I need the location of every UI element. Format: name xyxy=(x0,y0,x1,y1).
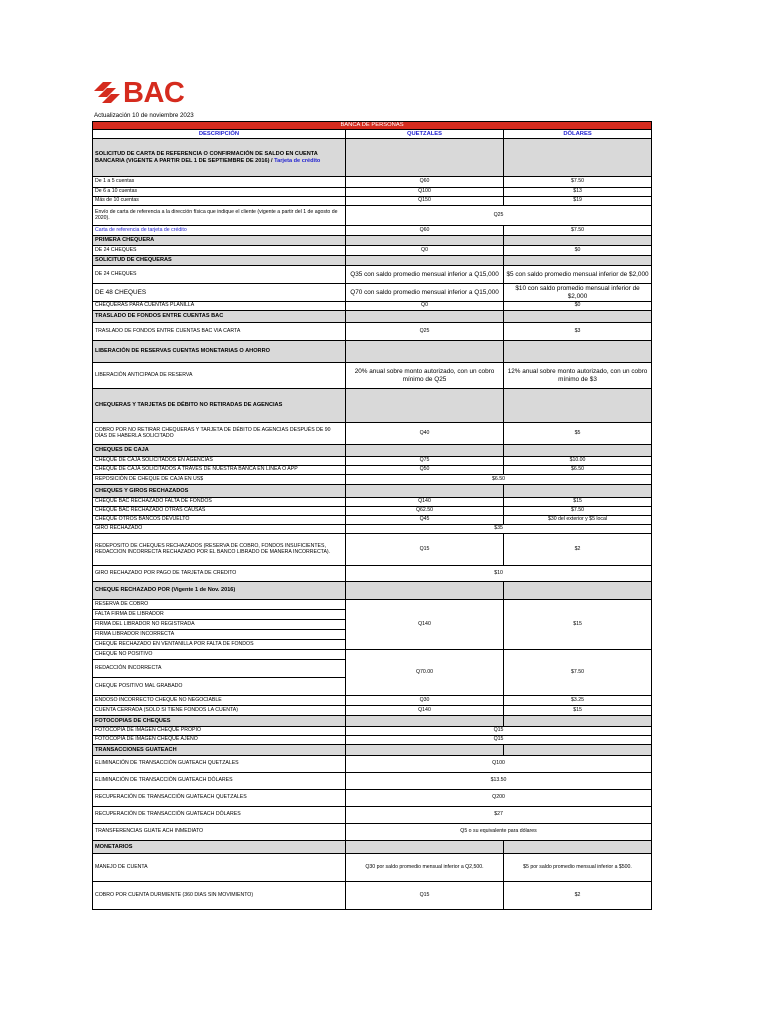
section-row xyxy=(93,716,652,727)
row-dolares: $7.50 xyxy=(504,650,652,696)
section-blank xyxy=(346,389,504,423)
row-quetzales: Q75 xyxy=(346,457,504,466)
section-blank xyxy=(504,389,652,423)
row-quetzales: Q35 con saldo promedio mensual inferior a Q15,000 xyxy=(346,266,504,284)
section-blank xyxy=(346,341,504,363)
section-row xyxy=(93,745,652,756)
row-dolares: $2 xyxy=(504,882,652,910)
row-dolares: $7.50 xyxy=(504,177,652,188)
table-row xyxy=(93,756,652,773)
section-blank xyxy=(504,256,652,266)
row-quetzales: Q140 xyxy=(346,498,504,507)
row-dolares: $5 con saldo promedio mensual inferior de $2,000 xyxy=(504,266,652,284)
row-dolares: $0 xyxy=(504,246,652,256)
section-row xyxy=(93,311,652,323)
table-row xyxy=(93,363,652,389)
row-value: Q100 xyxy=(346,756,652,773)
row-description: COBRO POR NO RETIRAR CHEQUERAS Y TARJETA DE DÉBITO DE AGENCIAS DESPUÉS DE 90 DÍAS DE HABERLA SOLICITADO xyxy=(93,423,346,445)
section-blank xyxy=(504,841,652,854)
table-row xyxy=(93,525,652,534)
section-blank xyxy=(346,256,504,266)
row-description: RECUPERACIÓN DE TRANSACCIÓN GUATEACH QUETZALES xyxy=(93,790,346,807)
row-quetzales: Q70 con saldo promedio mensual inferior a Q15,000 xyxy=(346,284,504,302)
table-row xyxy=(93,246,652,256)
section-blank xyxy=(504,311,652,323)
row-description: CHEQUE OTROS BANCOS DEVUELTO xyxy=(93,516,346,525)
row-quetzales: Q40 xyxy=(346,423,504,445)
section-blank xyxy=(504,716,652,727)
row-value: $6.50 xyxy=(346,475,652,485)
row-dolares: $15 xyxy=(504,706,652,716)
section-blank xyxy=(346,236,504,246)
row-description: FIRMA LIBRADOR INCORRECTA xyxy=(93,630,346,640)
section-title-text: SOLICITUD DE CARTA DE REFERENCIA O CONFIRMACIÓN DE SALDO EN CUENTA BANCARIA (VIGENTE A PARTIR DEL 1 DE SEPTIEMBRE DE 2016) / xyxy=(95,151,318,164)
row-dolares: $7.50 xyxy=(504,507,652,516)
row-quetzales: Q140 xyxy=(346,706,504,716)
section-row xyxy=(93,236,652,246)
row-description: RECUPERACIÓN DE TRANSACCIÓN GUATEACH DÓLARES xyxy=(93,807,346,824)
row-quetzales: Q60 xyxy=(346,226,504,236)
table-row xyxy=(93,498,652,507)
table-row xyxy=(93,466,652,475)
row-quetzales: Q60 xyxy=(346,177,504,188)
row-value: Q15 xyxy=(346,727,652,736)
row-description: ENDOSO INCORRECTO CHEQUE NO NEGOCIABLE xyxy=(93,696,346,706)
row-description: CHEQUE BAC RECHAZADO OTRAS CAUSAS xyxy=(93,507,346,516)
row-dolares: $10 con saldo promedio mensual inferior de $2,000 xyxy=(504,284,652,302)
section-row xyxy=(93,341,652,363)
section-title: PRIMERA CHEQUERA xyxy=(93,236,346,246)
row-quetzales: Q70.00 xyxy=(346,650,504,696)
row-dolares: $13 xyxy=(504,188,652,197)
row-value: Q25 xyxy=(346,206,652,226)
row-dolares: $6.50 xyxy=(504,466,652,475)
table-row xyxy=(93,197,652,206)
table-row xyxy=(93,302,652,311)
row-quetzales: Q50 xyxy=(346,466,504,475)
row-quetzales: Q140 xyxy=(346,600,504,650)
table-row xyxy=(93,475,652,485)
section-title-referencia xyxy=(93,139,346,177)
section-blank xyxy=(504,582,652,600)
table-row xyxy=(93,824,652,841)
table-row xyxy=(93,773,652,790)
row-dolares: $5 xyxy=(504,423,652,445)
table-row xyxy=(93,882,652,910)
row-dolares: $15 xyxy=(504,600,652,650)
row-description: CHEQUE RECHAZADO EN VENTANILLA POR FALTA DE FONDOS xyxy=(93,640,346,650)
section-title: LIBERACIÓN DE RESERVAS CUENTAS MONETARIAS O AHORRO xyxy=(93,341,346,363)
section-row xyxy=(93,841,652,854)
header-group: BANCA DE PERSONAS xyxy=(93,122,652,130)
col-description: DESCRIPCIÓN xyxy=(93,130,346,139)
section-blank xyxy=(504,236,652,246)
row-description: DE 24 CHEQUES xyxy=(93,246,346,256)
section-title: SOLICITUD DE CHEQUERAS xyxy=(93,256,346,266)
section-blank xyxy=(504,341,652,363)
row-description: Más de 10 cuentas xyxy=(93,197,346,206)
table-row xyxy=(93,706,652,716)
row-description: LIBERACIÓN ANTICIPADA DE RESERVA xyxy=(93,363,346,389)
section-blank xyxy=(504,485,652,498)
row-quetzales: Q15 xyxy=(346,882,504,910)
table-row xyxy=(93,566,652,582)
row-dolares: $19 xyxy=(504,197,652,206)
row-description: REDEPOSITO DE CHEQUES RECHAZADOS (RESERVA DE COBRO, FONDOS INSUFICIENTES, REDACCION INCORRECTA RECHAZADO POR EL BANCO LIBRADO DE MANERA INCORRECTA). xyxy=(93,534,346,566)
update-date: Actualización 10 de noviembre 2023 xyxy=(94,112,194,119)
row-description: REDACCIÓN INCORRECTA xyxy=(93,660,346,678)
section-blank xyxy=(504,445,652,457)
row-dolares: $30 del exterior y $5 local xyxy=(504,516,652,525)
section-row xyxy=(93,389,652,423)
row-description: FIRMA DEL LIBRADOR NO REGISTRADA xyxy=(93,620,346,630)
row-description: CHEQUERAS PARA CUENTAS PLANILLA xyxy=(93,302,346,311)
row-dolares: $3.25 xyxy=(504,696,652,706)
row-description: FALTA FIRMA DE LIBRADOR xyxy=(93,610,346,620)
table-row xyxy=(93,854,652,882)
row-dolares: $10.00 xyxy=(504,457,652,466)
table-row xyxy=(93,457,652,466)
table-row xyxy=(93,534,652,566)
row-description: TRANSFERENCIAS GUATE ACH INMEDIATO xyxy=(93,824,346,841)
table-row xyxy=(93,177,652,188)
header-columns-row xyxy=(93,130,652,139)
row-quetzales: Q45 xyxy=(346,516,504,525)
table-row xyxy=(93,266,652,284)
row-description: De 6 a 10 cuentas xyxy=(93,188,346,197)
table-row xyxy=(93,807,652,824)
section-blank xyxy=(346,485,504,498)
section-blank xyxy=(346,841,504,854)
table-row xyxy=(93,206,652,226)
section-title: TRASLADO DE FONDOS ENTRE CUENTAS BAC xyxy=(93,311,346,323)
row-dolares: $7.50 xyxy=(504,226,652,236)
row-description: ELIMINACIÓN DE TRANSACCIÓN GUATEACH QUETZALES xyxy=(93,756,346,773)
row-dolares: $15 xyxy=(504,498,652,507)
section-row xyxy=(93,256,652,266)
row-description: CHEQUE NO POSITIVO xyxy=(93,650,346,660)
row-quetzales: Q0 xyxy=(346,246,504,256)
table-row xyxy=(93,323,652,341)
col-quetzales: QUETZALES xyxy=(346,130,504,139)
row-quetzales: Q25 xyxy=(346,323,504,341)
row-description: Envío de carta de referencia a la dirección física que indique el cliente (vigente a partir del 1 de agosto de 2020). xyxy=(93,206,346,226)
row-quetzales: Q15 xyxy=(346,534,504,566)
bac-logo-mark-icon xyxy=(94,82,120,104)
section-title: TRANSACCIONES GUATEACH xyxy=(93,745,346,756)
row-description: CHEQUE BAC RECHAZADO FALTA DE FONDOS xyxy=(93,498,346,507)
section-title: CHEQUES Y GIROS RECHAZADOS xyxy=(93,485,346,498)
tarjeta-credito-link[interactable]: Tarjeta de crédito xyxy=(274,157,321,164)
row-description: REPOSICIÓN DE CHEQUE DE CAJA EN US$ xyxy=(93,475,346,485)
row-value: Q15 xyxy=(346,736,652,745)
table-row xyxy=(93,736,652,745)
row-value: $10 xyxy=(346,566,652,582)
table-row xyxy=(93,507,652,516)
table-row xyxy=(93,696,652,706)
row-description: De 1 a 5 cuentas xyxy=(93,177,346,188)
section-title: CHEQUES DE CAJA xyxy=(93,445,346,457)
table-row xyxy=(93,226,652,236)
row-quetzales: 20% anual sobre monto autorizado, con un cobro mínimo de Q25 xyxy=(346,363,504,389)
row-value: Q200 xyxy=(346,790,652,807)
section-row xyxy=(93,582,652,600)
table-row xyxy=(93,600,652,610)
row-quetzales: Q30 por saldo promedio mensual inferior a Q2,500. xyxy=(346,854,504,882)
row-description: CHEQUE POSITIVO MAL GRABADO xyxy=(93,678,346,696)
row-description: MANEJO DE CUENTA xyxy=(93,854,346,882)
row-dolares: 12% anual sobre monto autorizado, con un cobro mínimo de $3 xyxy=(504,363,652,389)
row-value: $27 xyxy=(346,807,652,824)
row-description: GIRO RECHAZADO POR PAGO DE TARJETA DE CREDITO xyxy=(93,566,346,582)
section-row xyxy=(93,445,652,457)
section-blank xyxy=(346,139,504,177)
section-title: CHEQUERAS Y TARJETAS DE DÉBITO NO RETIRADAS DE AGENCIAS xyxy=(93,389,346,423)
section-blank xyxy=(346,582,504,600)
row-description: CUENTA CERRADA (SOLO SI TIENE FONDOS LA CUENTA) xyxy=(93,706,346,716)
row-description: CHEQUE DE CAJA SOLICITADOS A TRAVÉS DE NUESTRA BANCA EN LÍNEA O APP xyxy=(93,466,346,475)
row-description: ELIMINACIÓN DE TRANSACCIÓN GUATEACH DÓLARES xyxy=(93,773,346,790)
row-dolares: $2 xyxy=(504,534,652,566)
table-row xyxy=(93,727,652,736)
section-row xyxy=(93,485,652,498)
bac-logo xyxy=(94,77,185,109)
row-description: GIRO RECHAZADO xyxy=(93,525,346,534)
row-description: COBRO POR CUENTA DURMIENTE (360 DIAS SIN MOVIMIENTO) xyxy=(93,882,346,910)
section-blank xyxy=(504,745,652,756)
row-description: DE 48 CHEQUES xyxy=(93,284,346,302)
bac-logo-text: BAC xyxy=(123,77,185,109)
section-blank xyxy=(346,311,504,323)
row-description: FOTOCOPIA DE IMAGEN CHEQUE AJENO xyxy=(93,736,346,745)
table-row xyxy=(93,423,652,445)
row-quetzales: Q0 xyxy=(346,302,504,311)
table-row xyxy=(93,516,652,525)
row-value: $35 xyxy=(346,525,652,534)
row-value: $13.50 xyxy=(346,773,652,790)
row-description: DE 24 CHEQUES xyxy=(93,266,346,284)
fees-table xyxy=(92,121,652,910)
row-description-link[interactable]: Carta de referencia de tarjeta de crédito xyxy=(93,226,346,236)
table-row xyxy=(93,284,652,302)
row-description: TRASLADO DE FONDOS ENTRE CUENTAS BAC VIA CARTA xyxy=(93,323,346,341)
row-quetzales: Q100 xyxy=(346,188,504,197)
row-description: FOTOCOPIA DE IMAGEN CHEQUE PROPIO xyxy=(93,727,346,736)
section-title: FOTOCOPIAS DE CHEQUES xyxy=(93,716,346,727)
section-title: CHEQUE RECHAZADO POR (Vigente 1 de Nov. 2016) xyxy=(93,582,346,600)
row-quetzales: Q150 xyxy=(346,197,504,206)
section-blank xyxy=(346,745,504,756)
row-quetzales: Q30 xyxy=(346,696,504,706)
section-blank xyxy=(504,139,652,177)
row-description: CHEQUE DE CAJA SOLICITADOS EN AGENCIAS xyxy=(93,457,346,466)
col-dolares: DÓLARES xyxy=(504,130,652,139)
section-title: MONETARIOS xyxy=(93,841,346,854)
section-blank xyxy=(346,716,504,727)
row-dolares: $5 por saldo promedio mensual inferior a $500. xyxy=(504,854,652,882)
row-dolares: $0 xyxy=(504,302,652,311)
row-quetzales: Q62.50 xyxy=(346,507,504,516)
table-row xyxy=(93,790,652,807)
table-row xyxy=(93,650,652,660)
table-row xyxy=(93,188,652,197)
row-dolares: $3 xyxy=(504,323,652,341)
section-blank xyxy=(346,445,504,457)
row-value: Q5 o su equivalente para dólares xyxy=(346,824,652,841)
row-description: RESERVA DE COBRO xyxy=(93,600,346,610)
section-row xyxy=(93,139,652,177)
header-group-row xyxy=(93,122,652,130)
